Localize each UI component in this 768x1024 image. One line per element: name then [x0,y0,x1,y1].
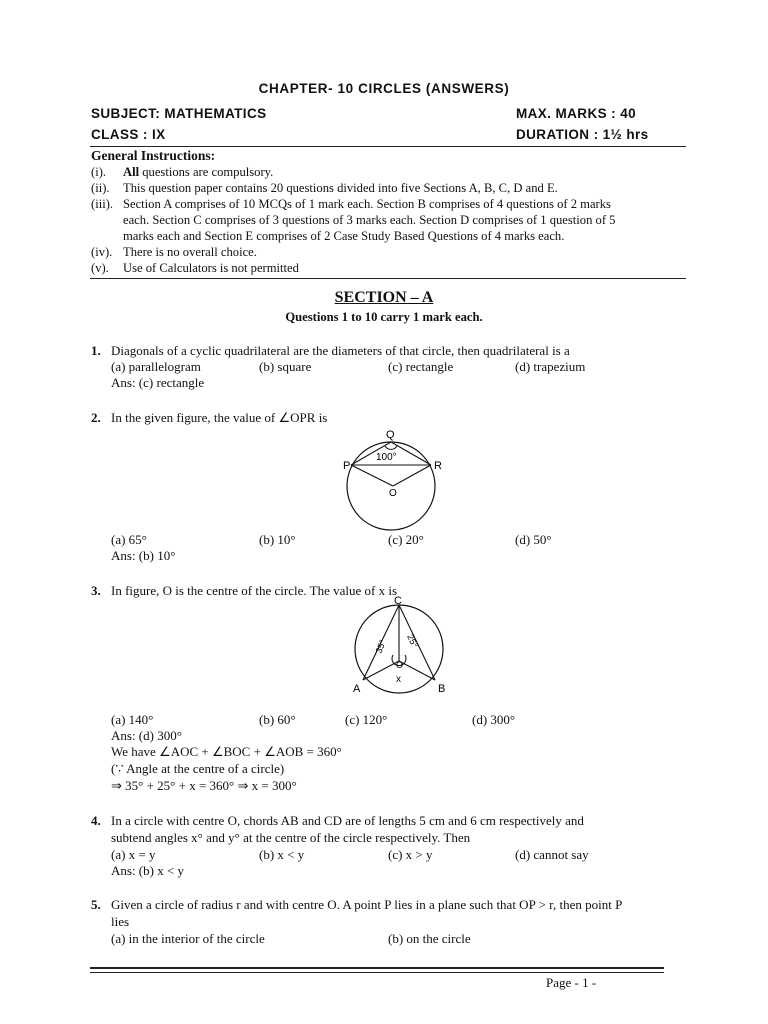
option: (c) 20° [388,532,424,547]
option: (b) on the circle [388,931,471,946]
instructions-heading: General Instructions: [91,148,216,163]
label-angle-25: 25° [405,632,420,650]
instruction-item: (iii). Section A comprises of 10 MCQs of 1 mark each. Section B comprises of 4 questions of 2 marks each. Section C comprises of 3 questions of 3 marks each. Section D comprises of 1 question of 5 marks each and Section E comprises of 2 Case Study Based Questions of 4 marks each. [91,197,616,243]
label-a: A [353,683,361,695]
footer-divider [90,972,664,973]
max-marks-label: MAX. MARKS : 40 [516,106,637,121]
question-3-options [111,712,515,728]
option: (a) 65° [111,532,147,547]
subject-label: SUBJECT: MATHEMATICS [91,106,267,121]
radius-ob [399,661,435,680]
duration-label: DURATION : 1½ hrs [516,127,649,142]
option: (d) cannot say [515,847,589,862]
option: (b) x < y [259,847,305,862]
question-2-options [111,532,552,548]
label-o: O [389,488,397,499]
label-r: R [434,460,442,472]
question-5-text-cont: lies [111,914,130,929]
option: (b) 60° [259,712,296,727]
footer-divider [90,967,664,969]
label-angle: 100° [376,452,397,463]
question-3-figure [345,596,455,698]
radius-or [393,465,431,486]
option: (d) 300° [472,712,516,727]
option: (a) x = y [111,847,156,862]
solution-line: We have ∠AOC + ∠BOC + ∠AOB = 360° [111,744,342,759]
question-4-text-cont: subtend angles x° and y° at the centre of the circle respectively. Then [111,830,471,845]
question-3-answer: Ans: (d) 300° [111,728,182,743]
label-c: C [394,596,402,607]
solution-line: ⇒ 35° + 25° + x = 360° ⇒ x = 300° [111,778,297,793]
question-1-answer: Ans: (c) rectangle [111,375,205,390]
radius-op [351,465,393,486]
instructions-divider [90,278,686,279]
option: (c) 120° [345,712,388,727]
question-2: 2. In the given figure, the value of ∠OPR is [91,410,328,425]
question-4: 4. In a circle with centre O, chords AB and CD are of lengths 5 cm and 6 cm respectively and [91,813,584,828]
option: (b) 10° [259,532,296,547]
section-subtitle: Questions 1 to 10 carry 1 mark each. [285,310,483,324]
option: (a) parallelogram [111,359,201,374]
question-2-answer: Ans: (b) 10° [111,548,176,563]
option: (b) square [259,359,312,374]
label-p: P [343,460,351,472]
option: (a) in the interior of the circle [111,931,265,946]
angle-arc [385,446,397,449]
class-label: CLASS : IX [91,127,166,142]
label-q: Q [386,429,395,441]
question-2-figure [335,422,455,534]
option: (c) rectangle [388,359,454,374]
question-3: 3. In figure, O is the centre of the circle. The value of x is [91,583,398,598]
header-divider [90,146,686,147]
question-4-answer: Ans: (b) x < y [111,863,185,878]
question-5-options [111,931,471,947]
chord-qr [391,442,431,465]
instruction-line: Section A comprises of 10 MCQs of 1 mark each. Section B comprises of 4 questions of 2 marks [123,197,611,211]
question-5: 5. Given a circle of radius r and with centre O. A point P lies in a plane such that OP > r, then point P [91,897,623,912]
label-b: B [438,683,446,695]
instruction-item: (iv). There is no overall choice. [91,245,257,259]
solution-line: (∵ Angle at the centre of a circle) [111,761,285,776]
option: (c) x > y [388,847,433,862]
option: (d) 50° [515,532,552,547]
instruction-item: (v). Use of Calculators is not permitted [91,261,299,275]
section-title: SECTION – A [334,289,434,306]
label-o: O [396,660,404,670]
radius-oa [363,661,399,680]
question-1: 1. Diagonals of a cyclic quadrilateral are the diameters of that circle, then quadrilateral is a [91,343,570,358]
label-angle-35: 35° [373,638,388,655]
page-number: Page - 1 - [546,975,597,990]
question-4-options [111,847,589,863]
instruction-line: marks each and Section E comprises of 2 Case Study Based Questions of 4 marks each. [123,229,565,243]
option: (d) trapezium [515,359,586,374]
label-x: x [396,674,401,685]
instruction-item: (i). All questions are compulsory. [91,165,274,179]
option: (a) 140° [111,712,154,727]
instruction-line: each. Section C comprises of 3 questions of 3 marks each. Section D comprises of 1 question of 5 [123,213,616,227]
question-1-options [111,359,585,375]
instruction-item: (ii). This question paper contains 20 questions divided into five Sections A, B, C, D and E. [91,181,558,195]
page-title: CHAPTER- 10 CIRCLES (ANSWERS) [258,81,510,96]
